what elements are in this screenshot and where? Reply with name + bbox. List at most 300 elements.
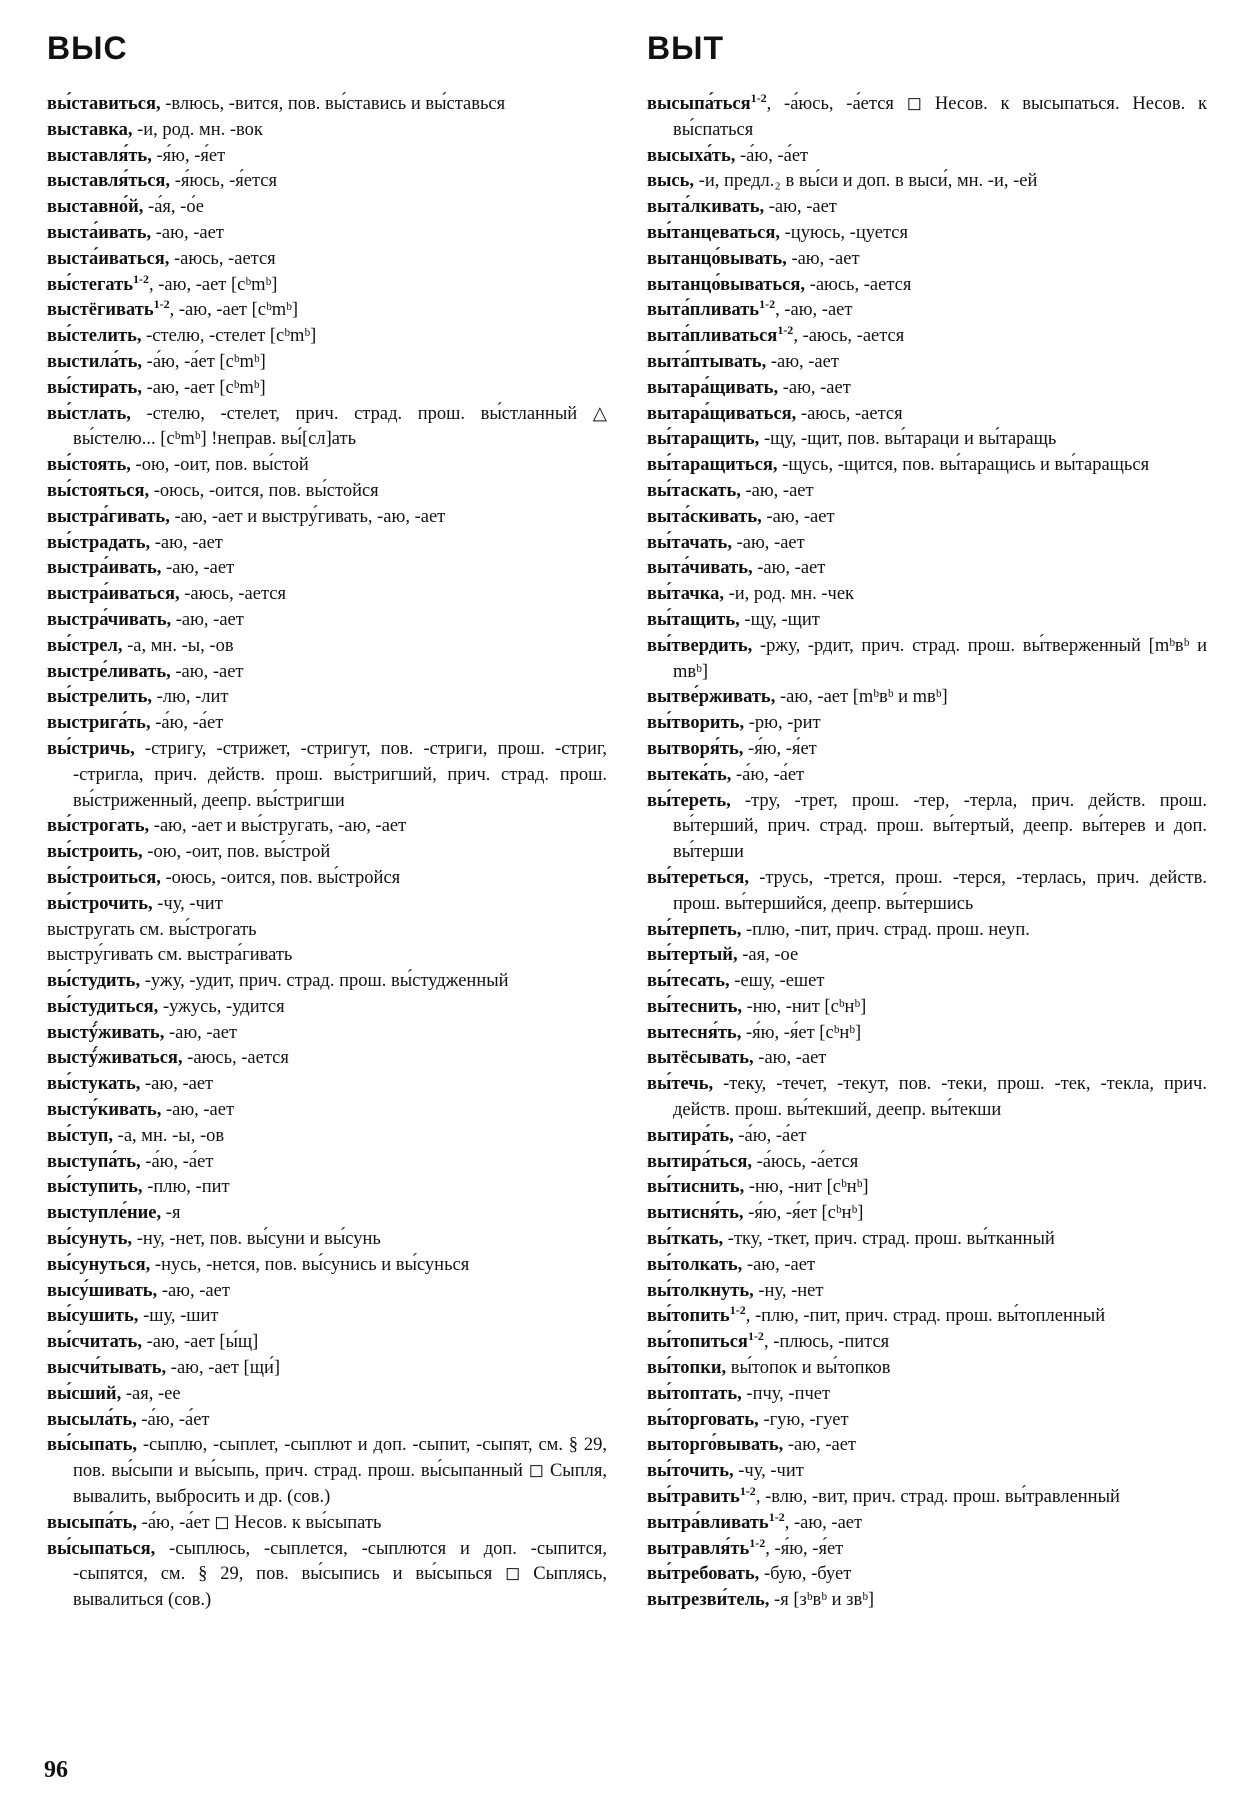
entry-headword: вы́строиться, (47, 867, 161, 888)
dictionary-entry (647, 918, 1207, 944)
entry-headword: вы́тесать, (647, 971, 730, 992)
dictionary-entry (47, 531, 607, 557)
dictionary-entry (47, 118, 607, 144)
entry-body: -а́ю, -а́ет [cᵇmᵇ] (142, 351, 266, 372)
entry-headword: выстра́гивать, (47, 506, 170, 527)
entry-body: -аюсь, -ается (805, 274, 912, 295)
entry-headword: выстрига́ть, (47, 713, 151, 734)
dictionary-entry (47, 376, 607, 402)
entry-body: -я (161, 1203, 181, 1224)
entry-headword: выта́чивать, (647, 558, 753, 579)
entry-body: -я́ю, -я́ет [cᵇнᵇ] (741, 1022, 862, 1043)
entry-headword: вы́тащить, (647, 609, 740, 630)
dictionary-entry (647, 195, 1207, 221)
dictionary-entry (47, 556, 607, 582)
dictionary-entry (647, 1382, 1207, 1408)
entry-headword: вы́стояться, (47, 480, 150, 501)
dictionary-entry (47, 1537, 607, 1614)
entry-headword: вытира́ть, (647, 1125, 734, 1146)
entry-body: -трусь, -трется, прош. -терся, -терлась, прич. действ. прош. вы́тершийся, деепр. вы́тершись (673, 867, 1207, 914)
dictionary-entry (647, 273, 1207, 299)
entry-body: -ужу, -удит, прич. страд. прош. вы́студженный (140, 971, 509, 992)
entry-homonym-index: 1-2 (750, 90, 767, 105)
entry-headword: вытёсывать, (647, 1048, 754, 1069)
entry-headword: вы́сунуть, (47, 1229, 133, 1250)
dictionary-entry (47, 1382, 607, 1408)
dictionary-entry (47, 866, 607, 892)
entry-body: -ржу, -рдит, прич. страд. прош. вы́тверженный [mᵇвᵇ и mвᵇ] (673, 635, 1207, 682)
entry-body: , -аю, -ает [cᵇmᵇ] (169, 300, 299, 321)
entry-homonym-index: 1-2 (739, 1483, 756, 1498)
entry-body: -я́юсь, -я́ется (170, 171, 277, 192)
dictionary-entry (647, 969, 1207, 995)
dictionary-entry (647, 1253, 1207, 1279)
dictionary-entry (647, 556, 1207, 582)
entry-body: вы́топок и вы́топков (726, 1358, 891, 1379)
entry-body: -аю, -ает (161, 1100, 235, 1121)
entry-headword: вы́сушить, (47, 1306, 139, 1327)
entry-headword: вытра́вливать (647, 1512, 769, 1533)
entry-headword: вы́тиснить, (647, 1177, 745, 1198)
dictionary-entry (647, 1124, 1207, 1150)
dictionary-entry (647, 1537, 1207, 1563)
entry-headword: выта́птывать, (647, 351, 767, 372)
entry-body: -а́ю, -а́ет (140, 1151, 214, 1172)
entry-body: -аю, -ает (742, 1254, 816, 1275)
dictionary-entry (647, 350, 1207, 376)
entry-body: , -а́юсь, -а́ется ◻ Несов. к высыпаться. Несов. к вы́спаться (673, 94, 1207, 140)
entry-headword: выступле́ние, (47, 1203, 162, 1224)
left-entries (47, 92, 607, 1614)
entry-headword: высчи́тывать, (47, 1358, 167, 1379)
entry-body: -аю, -ает (783, 1435, 856, 1456)
entry-headword: вы́сший, (47, 1383, 122, 1404)
entry-headword: вы́топить (647, 1306, 730, 1327)
entry-headword: выставка, (47, 119, 133, 140)
running-head-right: ВЫТ (647, 30, 724, 66)
dictionary-entry (47, 918, 607, 944)
dictionary-entry (647, 1175, 1207, 1201)
entry-headword: выставно́й, (47, 197, 144, 218)
dictionary-entry (647, 1150, 1207, 1176)
entry-homonym-index: 1-2 (729, 1303, 746, 1318)
entry-body: -аю, -ает (171, 609, 244, 630)
entry-headword: вы́строчить, (47, 893, 153, 914)
dictionary-entry (47, 1227, 607, 1253)
dictionary-entry (647, 634, 1207, 686)
entry-body: -ою, -оит, пов. вы́стой (130, 455, 309, 476)
entry-headword: выстра́ивать, (47, 558, 162, 579)
entry-headword: высыха́ть, (647, 145, 736, 166)
dictionary-entry (47, 1046, 607, 1072)
entry-headword: вы́считать, (47, 1332, 142, 1353)
entry-body: -ну, -нет, пов. вы́суни и вы́сунь (132, 1229, 381, 1250)
dictionary-entry (647, 1588, 1207, 1614)
dictionary-entry (647, 737, 1207, 763)
entry-body: -плю, -пит (142, 1177, 230, 1198)
dictionary-entry (47, 1433, 607, 1510)
dictionary-entry (647, 1459, 1207, 1485)
entry-body: -аю, -ает (753, 1048, 827, 1069)
entry-body: -ая, -ое (737, 945, 799, 966)
entry-body: , -аюсь, -ается (793, 326, 905, 347)
entry-body: -а́ю, -а́ет (136, 1409, 210, 1430)
dictionary-entry (647, 1304, 1207, 1330)
entry-body: -аю, -ает (764, 197, 837, 218)
dictionary-entry (647, 1046, 1207, 1072)
entry-headword: высыпа́ть, (47, 1512, 138, 1533)
dictionary-entry (647, 1485, 1207, 1511)
entry-headword: выта́скивать, (647, 506, 762, 527)
entry-headword: вы́твердить, (647, 635, 753, 656)
entry-body: -сыплю, -сыплет, -сыплют и доп. -сыпит, -сыпят, см. § 29, пов. вы́сыпи и вы́сыпь, прич. страд. прош. вы́сыпанный ◻ Сыпля, вывалить, выбросить и др. (сов.) (73, 1435, 607, 1508)
dictionary-entry (647, 1511, 1207, 1537)
entry-body: -аю, -ает (151, 222, 224, 243)
entry-headword: вы́таращить, (647, 429, 760, 450)
entry-headword: вытира́ться, (647, 1151, 752, 1172)
dictionary-entry (47, 737, 607, 814)
entry-headword: вы́ткать, (647, 1229, 724, 1250)
dictionary-entry (647, 789, 1207, 866)
dictionary-entry (47, 92, 607, 118)
entry-headword: вы́стегать (47, 274, 133, 295)
entry-headword: выстила́ть, (47, 351, 143, 372)
entry-body: -а, мн. -ы, -ов (113, 1125, 225, 1146)
dictionary-entry (647, 1408, 1207, 1434)
entry-headword: выставля́ться, (47, 171, 171, 192)
dictionary-entry (647, 1356, 1207, 1382)
entry-headword: вы́сыпать, (47, 1435, 138, 1456)
entry-body: -аю, -ает (157, 1280, 230, 1301)
entry-homonym-index: 1-2 (747, 1329, 764, 1344)
dictionary-entry (47, 995, 607, 1021)
entry-body: -я́ю, -я́ет (743, 738, 817, 759)
dictionary-entry (647, 221, 1207, 247)
entry-body: -аю, -ает [mᵇвᵇ и mвᵇ] (775, 687, 948, 708)
entry-homonym-index: 1-2 (759, 297, 776, 312)
entry-headword: высь, (647, 171, 695, 192)
dictionary-entry (47, 1150, 607, 1176)
dictionary-entry (647, 324, 1207, 350)
dictionary-entry (47, 1253, 607, 1279)
entry-body: -а́я, -о́е (143, 197, 205, 218)
entry-body: выстругать см. вы́строгать (47, 919, 257, 940)
entry-body: -щусь, -щится, пов. вы́таращись и вы́таращься (777, 455, 1150, 476)
entry-headword: вытека́ть, (647, 764, 732, 785)
entry-headword: вы́тертый, (647, 945, 738, 966)
dictionary-entry (647, 1201, 1207, 1227)
entry-body: , -аю, -ает [cᵇmᵇ] (149, 274, 278, 295)
right-entries (647, 92, 1207, 1614)
dictionary-entry (647, 427, 1207, 453)
entry-body: -ню, -нит [cᵇнᵇ] (741, 996, 867, 1017)
entry-headword: вы́тачать, (647, 532, 732, 553)
entry-body: -а́ю, -а́ет (733, 1125, 807, 1146)
entry-body: -чу, -чит (733, 1461, 804, 1482)
dictionary-entry (47, 1304, 607, 1330)
dictionary-entry (47, 1201, 607, 1227)
dictionary-entry (647, 995, 1207, 1021)
entry-body: -теку, -течет, -текут, пов. -теки, прош. -тек, -текла, прич. действ. прош. вы́текший, деепр. вы́текши (673, 1074, 1207, 1121)
entry-body: -лю, -лит (152, 687, 229, 708)
dictionary-entry (47, 1330, 607, 1356)
entry-body: -аюсь, -ается (179, 584, 286, 605)
entry-headword: вы́стоять, (47, 455, 131, 476)
entry-headword: выта́пливаться (647, 326, 778, 347)
dictionary-entry (647, 144, 1207, 170)
entry-headword: вытве́рживать, (647, 687, 776, 708)
entry-body: -цуюсь, -цуется (780, 222, 908, 243)
dictionary-entry (47, 660, 607, 686)
dictionary-entry (47, 892, 607, 918)
entry-body: -аю, -ает (150, 532, 223, 553)
dictionary-entry (647, 1072, 1207, 1124)
dictionary-entry (47, 711, 607, 737)
entry-body: -а́юсь, -а́ется (751, 1151, 859, 1172)
dictionary-entry (47, 350, 607, 376)
entry-headword: вы́ступ, (47, 1125, 114, 1146)
entry-headword: вы́топиться (647, 1332, 748, 1353)
entry-headword: высту́кивать, (47, 1100, 162, 1121)
entry-headword: вы́терпеть, (647, 919, 742, 940)
entry-headword: вы́течь, (647, 1074, 714, 1095)
entry-headword: выта́лкивать, (647, 197, 765, 218)
entry-body: -нусь, -нется, пов. вы́сунись и вы́сунься (150, 1254, 470, 1275)
entry-body: -ая, -ее (121, 1383, 181, 1404)
entry-body: -шу, -шит (138, 1306, 219, 1327)
entry-body: -ну, -нет (753, 1280, 824, 1301)
entry-body: -и, род. мн. -вок (132, 119, 263, 140)
entry-body: , -плю, -пит, прич. страд. прош. вы́топленный (745, 1306, 1106, 1327)
dictionary-entry (647, 763, 1207, 789)
entry-headword: вы́требовать, (647, 1564, 760, 1585)
entry-body: -аю, -ает (164, 1022, 238, 1043)
dictionary-entry (647, 1021, 1207, 1047)
entry-body: -ужусь, -удится (158, 996, 285, 1017)
entry-headword: высу́шивать, (47, 1280, 158, 1301)
entry-body: -чу, -чит (152, 893, 223, 914)
entry-homonym-index: 1-2 (777, 323, 794, 338)
entry-body: -ою, -оит, пов. вы́строй (142, 842, 331, 863)
dictionary-entry (47, 1175, 607, 1201)
entry-headword: вы́стирать, (47, 377, 142, 398)
entry-body: -пчу, -пчет (741, 1383, 831, 1404)
dictionary-entry (647, 1433, 1207, 1459)
entry-body: -и, предл.₂ в вы́си и доп. в выси́, мн. -и, -ей (694, 171, 1038, 192)
entry-homonym-index: 1-2 (768, 1509, 785, 1524)
entry-body: -а́ю, -а́ет (150, 713, 224, 734)
entry-body: -аю, -ает (731, 532, 805, 553)
entry-body: -аю, -ает (170, 661, 244, 682)
entry-body: -аю, -ает (140, 1074, 214, 1095)
entry-body: , -аю, -ает (784, 1512, 863, 1533)
entry-headword: выторго́вывать, (647, 1435, 784, 1456)
entry-headword: вы́строгать, (47, 816, 150, 837)
entry-headword: выста́иваться, (47, 248, 170, 269)
entry-body: -аю, -ает (761, 506, 835, 527)
entry-headword: вы́стрелить, (47, 687, 152, 708)
dictionary-entry (647, 402, 1207, 428)
entry-headword: вы́стричь, (47, 738, 135, 759)
entry-headword: вы́стлать, (47, 403, 131, 424)
entry-body: -щу, -щит, пов. вы́тараци и вы́таращь (759, 429, 1057, 450)
entry-headword: вы́тачка, (647, 584, 724, 605)
entry-body: -гую, -гует (758, 1409, 849, 1430)
entry-headword: вытанцо́вываться, (647, 274, 806, 295)
entry-headword: вы́таращиться, (647, 455, 778, 476)
entry-headword: выстра́иваться, (47, 584, 180, 605)
entry-body: -аю, -ает [щи́] (166, 1358, 280, 1379)
dictionary-entry (47, 608, 607, 634)
dictionary-entry (47, 969, 607, 995)
dictionary-entry (647, 1330, 1207, 1356)
dictionary-entry (47, 1356, 607, 1382)
dictionary-entry (647, 453, 1207, 479)
dictionary-entry (47, 1072, 607, 1098)
entry-body: -аю, -ает и вы́стругать, -аю, -ает (149, 816, 407, 837)
dictionary-entry (647, 866, 1207, 918)
entry-headword: вытара́щиваться, (647, 403, 797, 424)
dictionary-entry (47, 247, 607, 273)
page-number: 96 (44, 1757, 68, 1783)
entry-headword: вы́стрел, (47, 635, 123, 656)
entry-headword: вы́ступить, (47, 1177, 143, 1198)
dictionary-entry (647, 1279, 1207, 1305)
entry-headword: вы́тереться, (647, 867, 749, 888)
dictionary-entry (47, 479, 607, 505)
entry-headword: вытара́щивать, (647, 377, 779, 398)
entry-headword: вы́сунуться, (47, 1254, 151, 1275)
entry-body: -аю, -ает (740, 480, 814, 501)
dictionary-entry (647, 685, 1207, 711)
dictionary-entry (47, 505, 607, 531)
entry-body: -аю, -ает (786, 248, 860, 269)
entry-body: -я [зᵇвᵇ и звᵇ] (769, 1590, 875, 1611)
dictionary-entry (647, 169, 1207, 195)
entry-headword: вытесня́ть, (647, 1022, 742, 1043)
entry-body: , -я́ю, -я́ет (765, 1538, 844, 1559)
dictionary-entry (47, 1124, 607, 1150)
entry-headword: выступа́ть, (47, 1151, 141, 1172)
dictionary-entry (47, 298, 607, 324)
dictionary-entry (647, 582, 1207, 608)
dictionary-entry (47, 1021, 607, 1047)
entry-headword: вы́таскать, (647, 480, 741, 501)
entry-headword: вы́толкнуть, (647, 1280, 754, 1301)
entry-body: -ню, -нит [cᵇнᵇ] (744, 1177, 869, 1198)
entry-headword: вы́стукать, (47, 1074, 141, 1095)
dictionary-entry (47, 1511, 607, 1537)
dictionary-entry (647, 1227, 1207, 1253)
entry-homonym-index: 1-2 (153, 297, 170, 312)
entry-homonym-index: 1-2 (133, 271, 149, 286)
entry-body: -тру, -трет, прош. -тер, -терла, прич. действ. прош. вы́терший, прич. страд. прош. вы́тертый, деепр. вы́терев и доп. вы́терши (673, 790, 1207, 863)
entry-headword: вытворя́ть, (647, 738, 744, 759)
entry-headword: высыпа́ться (647, 94, 751, 114)
entry-body: -аю, -ает (778, 377, 851, 398)
entry-headword: выстёгивать (47, 300, 154, 321)
dictionary-entry (47, 814, 607, 840)
dictionary-entry (47, 685, 607, 711)
entry-body: -влюсь, -вится, пов. вы́ставись и вы́ставься (160, 94, 506, 114)
entry-headword: высыла́ть, (47, 1409, 137, 1430)
entry-headword: вытравля́ть (647, 1538, 750, 1559)
dictionary-entry (47, 221, 607, 247)
dictionary-entry (47, 195, 607, 221)
entry-body: -плю, -пит, прич. страд. прош. неуп. (741, 919, 1030, 940)
entry-body: -аю, -ает (752, 558, 826, 579)
entry-body: -и, род. мн. -чек (723, 584, 855, 605)
entry-body: -аюсь, -ается (169, 248, 276, 269)
entry-body: -аю, -ает [cᵇmᵇ] (141, 377, 266, 398)
dictionary-entry (47, 169, 607, 195)
entry-headword: вы́ставиться, (47, 94, 161, 114)
dictionary-entry (647, 943, 1207, 969)
entry-headword: вы́травить (647, 1487, 740, 1508)
entry-body: выстру́гивать см. выстра́гивать (47, 945, 293, 966)
dictionary-entry (647, 376, 1207, 402)
dictionary-entry (47, 943, 607, 969)
dictionary-entry (47, 634, 607, 660)
dictionary-entry (47, 402, 607, 454)
dictionary-entry (47, 840, 607, 866)
entry-body: , -плюсь, -пится (763, 1332, 890, 1353)
entry-body: -сыплюсь, -сыплется, -сыплются и доп. -сыпится, -сыпятся, см. § 29, пов. вы́сыпись и вы́сыпься ◻ Сыплясь, вывалиться (сов.) (73, 1538, 607, 1611)
entry-headword: вы́теснить, (647, 996, 742, 1017)
entry-body: -оюсь, -оится, пов. вы́стойся (149, 480, 379, 501)
entry-body: -аюсь, -ается (796, 403, 903, 424)
entry-body: -аю, -ает [ы́щ] (141, 1332, 259, 1353)
entry-headword: выстý́живаться, (47, 1048, 183, 1069)
dictionary-entry (47, 273, 607, 299)
entry-body: -стелю, -стелет, прич. страд. прош. вы́стланный △ вы́стелю... [cᵇmᵇ] !неправ. вы́[сл]ать (73, 403, 607, 450)
entry-headword: вы́торговать, (647, 1409, 759, 1430)
entry-body: -рю, -рит (744, 713, 821, 734)
dictionary-entry (647, 479, 1207, 505)
dictionary-entry (647, 298, 1207, 324)
entry-body: -а́ю, -а́ет (735, 145, 809, 166)
entry-body: -а́ю, -а́ет (731, 764, 805, 785)
entry-headword: выста́ивать, (47, 222, 152, 243)
entry-body: -бую, -бует (759, 1564, 852, 1585)
entry-headword: выставля́ть, (47, 145, 152, 166)
entry-body: -аю, -ает (161, 558, 235, 579)
entry-headword: вы́сыпаться, (47, 1538, 156, 1559)
dictionary-entry (647, 92, 1207, 144)
dictionary-entry (47, 1279, 607, 1305)
entry-homonym-index: 1-2 (749, 1535, 766, 1550)
entry-headword: вы́толкать, (647, 1254, 743, 1275)
dictionary-entry (647, 711, 1207, 737)
entry-body: -а́ю, -а́ет ◻ Несов. к вы́сыпать (137, 1512, 382, 1533)
dictionary-entry (47, 144, 607, 170)
entry-body: -аю, -ает (766, 351, 839, 372)
running-head-left: ВЫС (47, 30, 128, 66)
entry-headword: выстра́чивать, (47, 609, 172, 630)
dictionary-entry (647, 247, 1207, 273)
entry-body: , -аю, -ает (775, 300, 853, 321)
entry-body: -я́ю, -я́ет [cᵇнᵇ] (743, 1203, 864, 1224)
entry-body: -тку, -ткет, прич. страд. прош. вы́тканный (723, 1229, 1055, 1250)
entry-headword: вы́точить, (647, 1461, 734, 1482)
entry-headword: вы́строить, (47, 842, 143, 863)
entry-headword: вы́топки, (647, 1358, 727, 1379)
entry-headword: вы́тереть, (647, 790, 731, 811)
entry-headword: вытанцо́вывать, (647, 248, 787, 269)
entry-body: , -влю, -вит, прич. страд. прош. вы́травленный (755, 1487, 1120, 1508)
entry-headword: вытисня́ть, (647, 1203, 744, 1224)
dictionary-entry (647, 1562, 1207, 1588)
